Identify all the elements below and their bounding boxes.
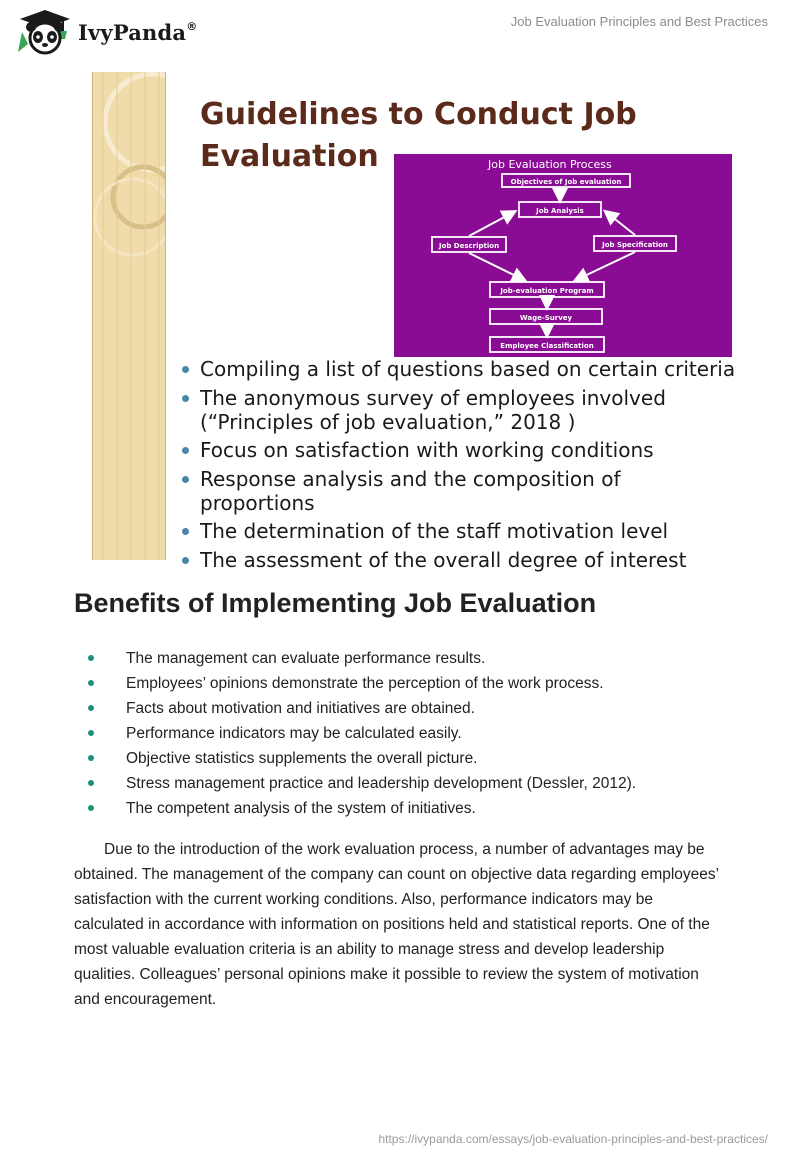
arrow-description-to-analysis [469, 212, 514, 236]
slide-bullet: The assessment of the overall degree of interest [178, 548, 738, 572]
panda-icon [16, 8, 74, 56]
slide-title: Guidelines to Conduct Job Evaluation [200, 97, 637, 174]
decorative-bar [92, 72, 166, 560]
slide-bullet: The determination of the staff motivation level [178, 519, 738, 543]
box-employee-classification-label: Employee Classification [500, 342, 594, 350]
bullet-dot [88, 805, 94, 811]
list-item: The competent analysis of the system of initiatives. [88, 796, 768, 821]
diagram-title: Job Evaluation Process [488, 158, 612, 171]
circles-decoration [93, 72, 166, 560]
bullet-dot [88, 680, 94, 686]
job-evaluation-process-diagram [394, 154, 732, 357]
list-item: Stress management practice and leadership development (Dessler, 2012). [88, 771, 768, 796]
benefits-list [88, 646, 768, 821]
box-job-analysis-label: Job Analysis [536, 207, 584, 215]
slide-bullet: Focus on satisfaction with working conditions [178, 438, 738, 462]
bullet-dot [182, 395, 189, 402]
bullet-dot [88, 780, 94, 786]
list-item: The management can evaluate performance results. [88, 646, 768, 671]
slide-image [92, 72, 736, 572]
box-job-specification-label: Job Specification [602, 241, 668, 249]
document-title: Job Evaluation Principles and Best Practices [510, 14, 768, 29]
box-job-description-label: Job Description [438, 242, 500, 250]
arrow-specification-to-analysis [606, 212, 635, 235]
slide-bullet: The anonymous survey of employees involved (“Principles of job evaluation,” 2018 ) [178, 386, 738, 434]
bullet-dot [182, 557, 189, 564]
ivypanda-logo[interactable] [16, 8, 226, 58]
bullet-dot [182, 447, 189, 454]
bullet-dot [88, 755, 94, 761]
bullet-dot [88, 705, 94, 711]
slide-bullet: Response analysis and the composition of proportions [178, 467, 738, 515]
slide-bullet: Compiling a list of questions based on certain criteria [178, 357, 738, 381]
box-objectives-label: Objectives of Job evaluation [510, 178, 622, 186]
arrow-specification-to-program [576, 252, 635, 280]
bullet-dot [88, 655, 94, 661]
slide-bullet-list [178, 357, 738, 576]
bullet-dot [182, 528, 189, 535]
box-wage-survey-label: Wage-Survey [519, 314, 573, 322]
list-item: Objective statistics supplements the overall picture. [88, 746, 768, 771]
list-item: Facts about motivation and initiatives are obtained. [88, 696, 768, 721]
bullet-dot [182, 366, 189, 373]
page-header [0, 0, 800, 60]
box-job-evaluation-program-label: Job-evaluation Program [500, 287, 594, 295]
body-paragraph: Due to the introduction of the work evaluation process, a number of advantages may be obtained. The management of the company can count on objective data regarding employees’ satisfaction with the current working conditions. Also, performance indicators may be calculated in accordance with information on positions held and statistical reports. One of the most valuable evaluation criteria is an ability to manage stress and develop leadership qualities. Colleagues’ personal opinions make it possible to review the system of motivation and encouragement. [74, 841, 719, 1008]
arrow-description-to-program [469, 253, 524, 280]
list-item: Employees’ opinions demonstrate the perception of the work process. [88, 671, 768, 696]
bullet-dot [182, 476, 189, 483]
section-heading: Benefits of Implementing Job Evaluation [74, 588, 597, 618]
brand-name: IvyPanda® [78, 20, 198, 45]
list-item: Performance indicators may be calculated easily. [88, 721, 768, 746]
bullet-dot [88, 730, 94, 736]
source-url[interactable]: https://ivypanda.com/essays/job-evaluation-principles-and-best-practices/ [378, 1132, 768, 1146]
